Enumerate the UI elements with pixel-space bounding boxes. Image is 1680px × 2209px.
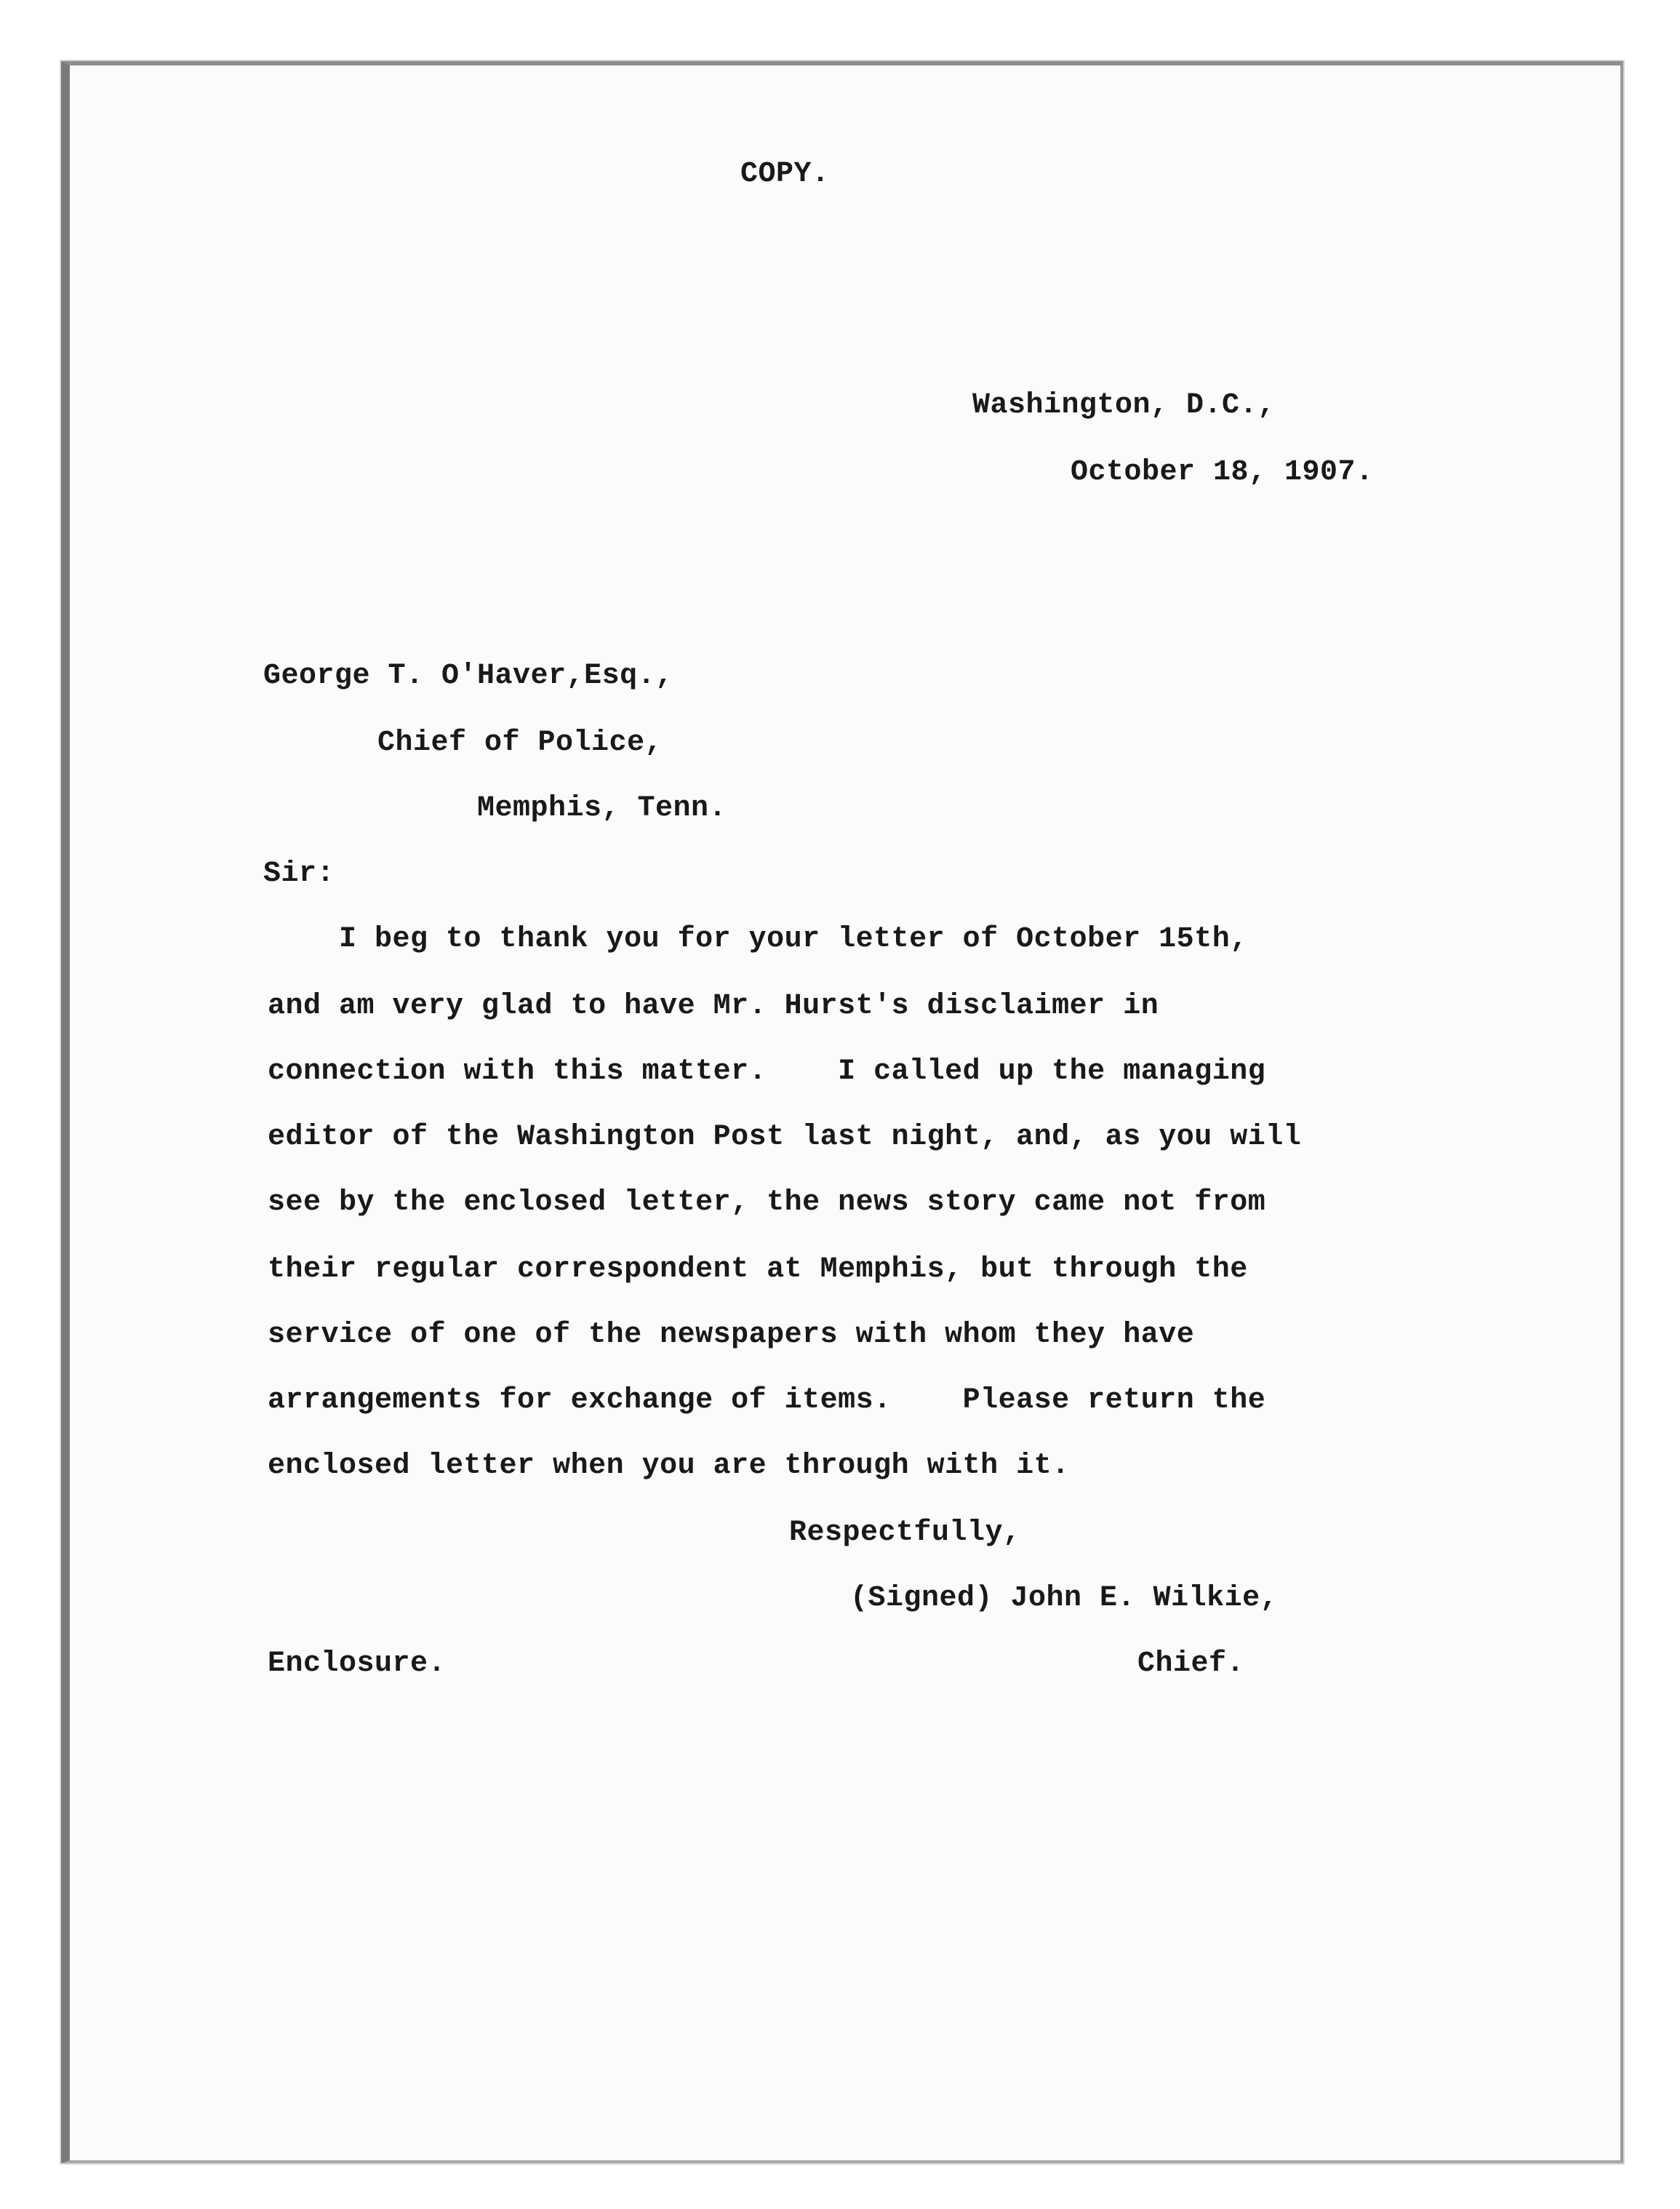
place-line: Washington, D.C.,: [972, 389, 1276, 422]
body-line: service of one of the newspapers with whom they have: [268, 1319, 1195, 1351]
closing: Respectfully,: [789, 1517, 1021, 1549]
body-line: I beg to thank you for your letter of October 15th,: [339, 923, 1248, 956]
letter-sheet: [61, 61, 1623, 2163]
date-line: October 18, 1907.: [1071, 456, 1374, 489]
body-line: and am very glad to have Mr. Hurst's disclaimer in: [268, 990, 1159, 1023]
body-line: connection with this matter. I called up the managing: [268, 1055, 1266, 1088]
recipient-title: Chief of Police,: [377, 727, 663, 759]
body-line: their regular correspondent at Memphis, but through the: [268, 1253, 1248, 1286]
signature-line: (Signed) John E. Wilkie,: [850, 1582, 1279, 1615]
enclosure-note: Enclosure.: [268, 1647, 447, 1680]
recipient-city: Memphis, Tenn.: [477, 792, 727, 825]
body-line: enclosed letter when you are through with it.: [268, 1450, 1070, 1482]
salutation: Sir:: [263, 858, 335, 890]
signer-title: Chief.: [1137, 1647, 1245, 1680]
body-line: arrangements for exchange of items. Please return the: [268, 1384, 1266, 1417]
body-line: editor of the Washington Post last night, and, as you will: [268, 1121, 1302, 1154]
body-line: see by the enclosed letter, the news story came not from: [268, 1186, 1266, 1219]
copy-mark: COPY.: [740, 158, 830, 191]
recipient-name: George T. O'Haver,Esq.,: [263, 660, 673, 692]
